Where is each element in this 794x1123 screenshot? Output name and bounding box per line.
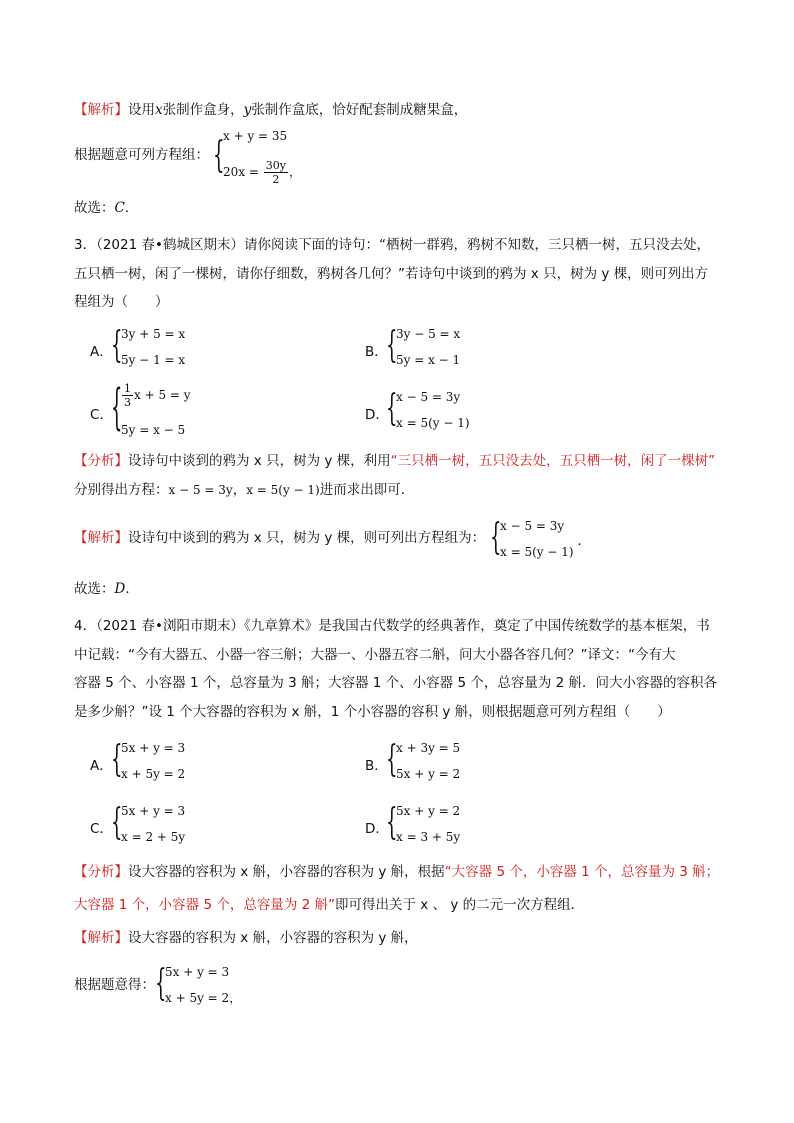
brace-icon: { bbox=[386, 388, 398, 430]
inline-equation: x − 5 = 3y bbox=[168, 483, 233, 497]
brace-icon: { bbox=[386, 802, 398, 844]
answer-suffix: ． bbox=[124, 200, 139, 216]
fraction-denominator: 3 bbox=[124, 396, 131, 409]
q4-fenxi-line2 bbox=[74, 896, 584, 914]
fenxi-tag: 【分析】 bbox=[74, 864, 128, 880]
fraction-numerator: 1 bbox=[124, 382, 131, 395]
equation bbox=[223, 159, 301, 186]
equation: 5x + y = 2 bbox=[396, 804, 461, 818]
brace-icon: { bbox=[111, 739, 123, 781]
equation: x = 3 + 5y bbox=[396, 830, 461, 844]
option-d-system bbox=[386, 389, 470, 431]
equation: 5x + y = 3 bbox=[121, 804, 186, 818]
answer-suffix: ． bbox=[125, 581, 139, 597]
option-b-label: B． bbox=[365, 758, 388, 774]
sentence-end: ． bbox=[577, 533, 592, 549]
equation: x = 2 + 5y bbox=[121, 830, 186, 844]
q3-fenxi-line2 bbox=[74, 481, 414, 499]
q3-fenxi-line bbox=[74, 452, 715, 470]
separator: ， bbox=[232, 482, 247, 498]
q4-jiexi-line bbox=[74, 929, 418, 947]
analysis-text: 张制作盒底，恰好配套制成糖果盒， bbox=[251, 102, 468, 118]
equation: x + y = 35 bbox=[223, 129, 288, 143]
option-a-label: A． bbox=[90, 344, 113, 360]
analysis-text: 设用 bbox=[128, 102, 155, 118]
fraction bbox=[122, 382, 133, 409]
option-b-label: B． bbox=[365, 344, 388, 360]
equation: x − 5 = 3y bbox=[500, 519, 565, 533]
equation: 3y − 5 = x bbox=[396, 327, 461, 341]
q3-answer bbox=[74, 580, 139, 598]
equation: 5y = x − 1 bbox=[396, 353, 461, 367]
answer-prefix: 故选： bbox=[74, 581, 115, 597]
option-c-label: C． bbox=[90, 407, 113, 423]
fenxi-quote: 大容器 1 个，小容器 5 个，总容量为 2 斛” bbox=[74, 897, 336, 913]
answer-prefix: 故选： bbox=[74, 200, 115, 216]
q2-answer bbox=[74, 199, 138, 217]
fenxi-quote: “大容器 5 个，小容器 1 个，总容量为 3 斛； bbox=[444, 864, 720, 880]
brace-icon: { bbox=[111, 802, 123, 844]
equation bbox=[121, 382, 191, 409]
option-c-system bbox=[111, 382, 191, 438]
equation bbox=[165, 990, 241, 1006]
option-d-system bbox=[386, 803, 460, 845]
q4-stem-line: 中记载：“今有大器五、小器一容三斛；大器一、小器五容二斛，问大小器各容几何？”译文：“今有大 bbox=[74, 647, 676, 663]
q4-system-intro: 根据题意得： bbox=[74, 977, 155, 993]
fenxi-quote: “三只栖一树，五只没去处，五只栖一树，闲了一棵树” bbox=[390, 453, 716, 469]
equation: x + 5y = 2 bbox=[121, 767, 186, 781]
equation-trail: ， bbox=[229, 991, 242, 1005]
answer-value: C bbox=[114, 200, 125, 216]
q4-stem-line: 是多少斛？”设 1 个大容器的容积为 x 斛，1 个小容器的容积 y 斛，则根据题意可列方程组（ ） bbox=[74, 704, 671, 720]
analysis-text: 张制作盒身， bbox=[162, 102, 244, 118]
equation: x = 5(y − 1) bbox=[500, 545, 574, 559]
equation-trail: ， bbox=[288, 165, 301, 179]
brace-icon: { bbox=[386, 325, 398, 367]
fenxi-text: 分别得出方程： bbox=[74, 482, 169, 498]
var-x: x bbox=[155, 102, 163, 118]
q4-equation-system bbox=[155, 964, 241, 1006]
jiexi-text: 设诗句中谈到的鸦为 x 只，树为 y 棵，则可列出方程组为： bbox=[128, 530, 486, 546]
option-d-label: D． bbox=[365, 407, 389, 423]
fraction bbox=[264, 159, 288, 186]
equation: 5y = x − 5 bbox=[121, 423, 186, 437]
q4-fenxi-line bbox=[74, 863, 719, 881]
var-y: y bbox=[243, 102, 252, 118]
q2-equation-system bbox=[213, 128, 301, 186]
q3-stem-line: 程组为（ ） bbox=[74, 294, 169, 310]
fenxi-text: 设诗句中谈到的鸦为 x 只，树为 y 棵，利用 bbox=[128, 453, 391, 469]
answer-value: D bbox=[114, 581, 126, 597]
option-a-system bbox=[111, 326, 185, 368]
fraction-numerator: 30y bbox=[265, 159, 286, 172]
option-b-system bbox=[386, 740, 460, 782]
equation-left: 20x = bbox=[223, 165, 263, 179]
jiexi-text: 设大容器的容积为 x 斛，小容器的容积为 y 斛， bbox=[128, 930, 418, 946]
brace-icon: { bbox=[111, 325, 123, 367]
q3-stem-line: 3．（2021 春•鹤城区期末）请你阅读下面的诗句：“栖树一群鸦，鸦树不知数，三只栖一树，五只没去处， bbox=[74, 237, 710, 253]
q3-jiexi-system bbox=[490, 518, 591, 560]
brace-icon: { bbox=[155, 963, 167, 1005]
q2-system-intro: 根据题意可列方程组： bbox=[74, 147, 209, 163]
option-c-label: C． bbox=[90, 821, 113, 837]
jiexi-tag: 【解析】 bbox=[74, 930, 128, 946]
q3-jiexi-line bbox=[74, 529, 485, 547]
brace-icon: { bbox=[490, 517, 502, 559]
option-a-system bbox=[111, 740, 185, 782]
option-d-label: D． bbox=[365, 821, 389, 837]
fraction-denominator: 2 bbox=[272, 173, 280, 186]
fenxi-text: 即可得出关于 x 、 y 的二元一次方程组． bbox=[335, 897, 585, 913]
q4-stem-line: 容器 5 个、小容器 1 个，总容量为 3 斛；大容器 1 个、小容器 5 个，总容量为 2 斛．问大小容器的容积各 bbox=[74, 675, 718, 691]
fenxi-text: 设大容器的容积为 x 斛，小容器的容积为 y 斛，根据 bbox=[128, 864, 445, 880]
brace-icon: { bbox=[386, 739, 398, 781]
jiexi-tag: 【解析】 bbox=[74, 530, 128, 546]
equation: 5x + y = 2 bbox=[396, 767, 461, 781]
q3-stem-line: 五只栖一树，闲了一棵树，请你仔细数，鸦树各几何？”若诗句中谈到的鸦为 x 只，树为 y 棵，则可列出方 bbox=[74, 266, 709, 282]
equation: 5x + y = 3 bbox=[165, 965, 230, 979]
q2-analysis-line bbox=[74, 101, 467, 119]
equation: 3y + 5 = x bbox=[121, 327, 186, 341]
equation: 5x + y = 3 bbox=[121, 741, 186, 755]
brace-icon: { bbox=[111, 380, 123, 437]
equation: x − 5 = 3y bbox=[396, 390, 461, 404]
fenxi-tag: 【分析】 bbox=[74, 453, 128, 469]
brace-icon: { bbox=[213, 135, 225, 177]
equation: x = 5(y − 1) bbox=[396, 416, 470, 430]
equation-text: x + 5y = 2 bbox=[165, 991, 230, 1005]
fenxi-text: 进而求出即可． bbox=[319, 482, 415, 498]
q4-stem-line: 4．（2021 春•浏阳市期末）《九章算术》是我国古代数学的经典著作，奠定了中国传统数学的基本框架，书 bbox=[74, 618, 710, 634]
option-c-system bbox=[111, 803, 185, 845]
option-b-system bbox=[386, 326, 460, 368]
equation-rest: x + 5 = y bbox=[134, 388, 191, 402]
inline-equation: x = 5(y − 1) bbox=[246, 483, 320, 497]
equation: x + 3y = 5 bbox=[396, 741, 461, 755]
equation: 5y − 1 = x bbox=[121, 353, 186, 367]
analysis-tag: 【解析】 bbox=[74, 102, 128, 118]
option-a-label: A． bbox=[90, 758, 113, 774]
